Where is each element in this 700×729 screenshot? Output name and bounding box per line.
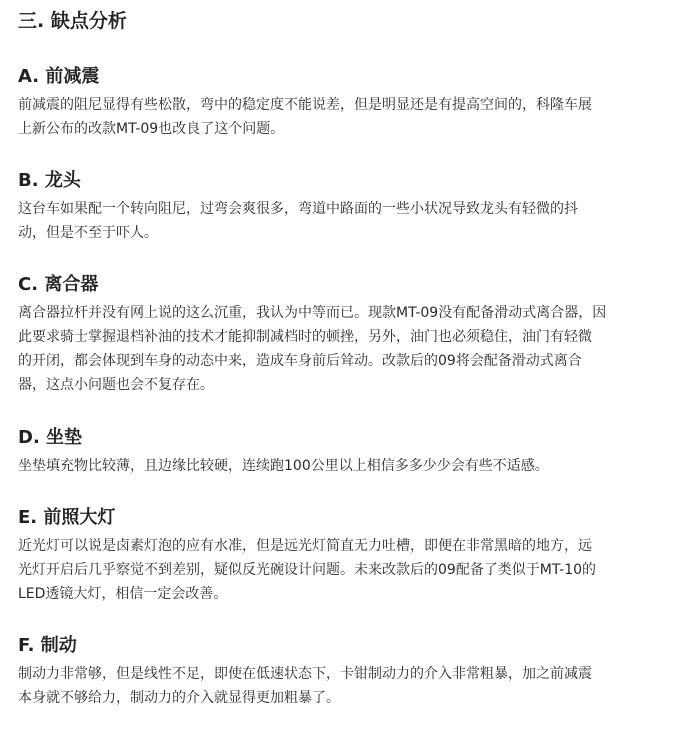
section-handlebar <box>18 169 682 245</box>
section-heading: E. 前照大灯 <box>18 507 116 528</box>
section-front-suspension <box>18 65 682 141</box>
section-headlight <box>18 506 682 606</box>
page-title: 三. 缺点分析 <box>18 10 127 32</box>
body-line: 坐垫填充物比较薄，且边缘比较硬，连续跑100公里以上相信多多少少会有些不适感。 <box>18 458 549 474</box>
section-body <box>18 534 682 606</box>
body-line: 前减震的阻尼显得有些松散，弯中的稳定度不能说差，但是明显还是有提高空间的，科隆车展 <box>18 97 592 113</box>
section-body <box>18 301 682 397</box>
section-heading: B. 龙头 <box>18 170 81 191</box>
section-body <box>18 454 682 478</box>
section-body <box>18 662 682 710</box>
section-clutch <box>18 273 682 397</box>
body-line: 制动力非常够，但是线性不足，即使在低速状态下，卡钳制动力的介入非常粗暴，加之前减震 <box>18 666 592 682</box>
section-heading: C. 离合器 <box>18 274 99 295</box>
body-line: 动，但是不至于吓人。 <box>18 225 158 241</box>
section-body <box>18 93 682 141</box>
section-body <box>18 197 682 245</box>
body-line: 此要求骑士掌握退档补油的技术才能抑制减档时的顿挫，另外，油门也必须稳住，油门有轻微 <box>18 329 592 345</box>
body-line: 的开闭，都会体现到车身的动态中来，造成车身前后耸动。改款后的09将会配备滑动式离合 <box>18 353 582 369</box>
section-heading: A. 前减震 <box>18 66 100 87</box>
body-line: 上新公布的改款MT-09也改良了这个问题。 <box>18 121 285 137</box>
section-heading: F. 制动 <box>18 635 77 656</box>
section-seat <box>18 426 682 478</box>
body-line: 光灯开启后几乎察觉不到差别，疑似反光碗设计问题。未来改款后的09配备了类似于MT-10的 <box>18 562 597 578</box>
body-line: 离合器拉杆并没有网上说的这么沉重，我认为中等而已。现款MT-09没有配备滑动式离合器，因 <box>18 305 607 321</box>
body-line: 本身就不够给力，制动力的介入就显得更加粗暴了。 <box>18 690 340 706</box>
body-line: 器，这点小问题也会不复存在。 <box>18 377 214 393</box>
body-line: 近光灯可以说是卤素灯泡的应有水准，但是远光灯简直无力吐槽，即便在非常黑暗的地方，远 <box>18 538 592 554</box>
body-line: LED透镜大灯，相信一定会改善。 <box>18 586 228 602</box>
body-line: 这台车如果配一个转向阻尼，过弯会爽很多，弯道中路面的一些小状况导致龙头有轻微的抖 <box>18 201 578 217</box>
section-brakes <box>18 634 682 710</box>
section-heading: D. 坐垫 <box>18 427 83 448</box>
